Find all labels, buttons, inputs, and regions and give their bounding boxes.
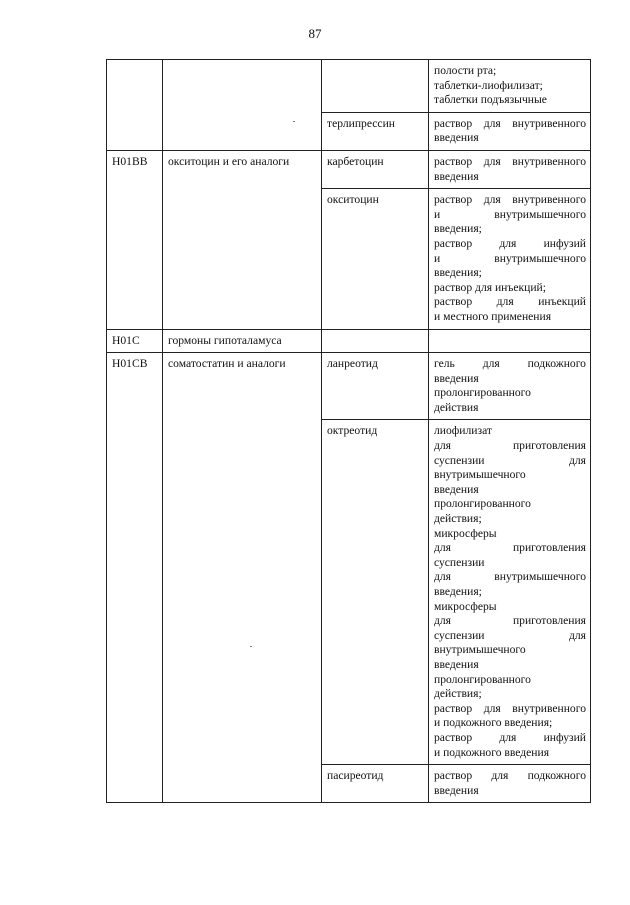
form-line: суспензии [434, 555, 485, 569]
form-word: для [483, 154, 501, 168]
form-line [434, 117, 586, 132]
form-line: действия [434, 400, 479, 414]
form-word: для [483, 116, 501, 130]
form-line: внутримышечного [434, 643, 526, 657]
form-line [434, 769, 586, 784]
drug-name-cell [322, 60, 429, 113]
drug-name-cell: карбетоцин [322, 150, 429, 188]
form-line: введения [434, 482, 479, 496]
form-line: таблетки подъязычные [434, 93, 547, 107]
form-line: введения [434, 169, 479, 183]
form-line: лиофилизат [434, 424, 492, 438]
form-line [434, 237, 586, 252]
form-word: инфузий [543, 236, 586, 250]
drug-name-cell: окситоцин [322, 189, 429, 329]
form-word: для [568, 628, 586, 642]
form-line [434, 295, 586, 310]
dosage-forms-cell [429, 112, 591, 150]
form-word: раствор [434, 154, 473, 168]
form-line: таблетки-лиофилизат; [434, 78, 543, 92]
form-word: внутримышечного [494, 570, 586, 584]
group-name-cell: соматостатин и аналоги [163, 353, 322, 803]
form-line: полости рта; [434, 64, 497, 77]
drug-name-cell: терлипрессин [322, 112, 429, 150]
form-line: введения; [434, 585, 482, 598]
form-line: раствор для инъекций; [434, 280, 546, 294]
form-line: и подкожного введения [434, 745, 550, 759]
form-word: и [434, 251, 441, 265]
form-line: пролонгированного [434, 386, 531, 400]
atc-code-cell [107, 60, 163, 151]
form-word: подкожного [527, 357, 586, 371]
form-word: приготовления [512, 541, 586, 555]
drug-table [106, 59, 591, 803]
form-word: суспензии [434, 453, 485, 467]
atc-code-cell: H01BB [107, 150, 163, 329]
form-line [434, 454, 586, 469]
form-word: для [483, 701, 501, 715]
drug-name-cell [322, 329, 429, 353]
dosage-forms-cell [429, 765, 591, 803]
form-word: для [434, 570, 452, 584]
form-word: внутримышечного [494, 251, 586, 265]
dosage-forms-cell [429, 189, 591, 329]
form-line: введения; [434, 266, 482, 280]
scan-speck [293, 121, 295, 122]
form-word: раствор [434, 236, 473, 250]
form-line: введения [434, 371, 479, 385]
page-number: 87 [308, 26, 322, 41]
form-word: внутривенного [512, 116, 586, 130]
table-row [107, 150, 591, 188]
form-word: для [482, 357, 500, 371]
group-name-cell [163, 60, 322, 151]
form-word: внутривенного [512, 701, 586, 715]
form-line [434, 439, 586, 454]
table-row [107, 329, 591, 353]
form-line [434, 541, 586, 556]
form-line: и подкожного введения; [434, 716, 553, 730]
form-word: инъекций [538, 295, 586, 309]
form-word: инфузий [543, 730, 586, 744]
form-word: для [491, 769, 509, 783]
form-word: раствор [434, 116, 473, 130]
form-line: и местного применения [434, 309, 552, 323]
form-word: раствор [434, 295, 473, 309]
table-row [107, 60, 591, 113]
form-line [434, 155, 586, 170]
form-line [434, 629, 586, 644]
atc-code-cell: H01C [107, 329, 163, 353]
group-name-cell: окситоцин и его аналоги [163, 150, 322, 329]
form-word: раствор [434, 193, 473, 207]
form-line [434, 208, 586, 223]
form-word: для [434, 614, 452, 628]
form-line: введения [434, 783, 479, 797]
form-word: гель [434, 357, 455, 371]
form-line: пролонгированного [434, 672, 531, 686]
dosage-forms-cell [429, 420, 591, 765]
form-word: для [483, 193, 501, 207]
form-line [434, 614, 586, 629]
form-word: приготовления [512, 439, 586, 453]
drug-name-cell: октреотид [322, 420, 429, 765]
form-line: внутримышечного [434, 468, 526, 482]
form-word: суспензии [434, 628, 485, 642]
drug-name-cell: ланреотид [322, 353, 429, 420]
form-word: приготовления [512, 614, 586, 628]
group-name-cell: гормоны гипоталамуса [163, 329, 322, 353]
form-word: для [434, 439, 452, 453]
form-line [434, 252, 586, 267]
form-word: для [496, 295, 514, 309]
form-line [434, 357, 586, 372]
form-line: введения [434, 131, 479, 145]
form-word: и [434, 207, 441, 221]
dosage-forms-cell [429, 60, 591, 113]
form-line [434, 193, 586, 208]
dosage-forms-cell [429, 353, 591, 420]
form-word: подкожного [527, 769, 586, 783]
form-word: для [499, 730, 517, 744]
form-line: введения; [434, 222, 482, 236]
form-word: для [568, 453, 586, 467]
form-line: пролонгированного [434, 497, 531, 511]
form-word: раствор [434, 769, 473, 783]
dosage-forms-cell [429, 150, 591, 188]
form-line [434, 731, 586, 746]
form-word: внутримышечного [494, 207, 586, 221]
form-line [434, 702, 586, 717]
dosage-forms-cell [429, 329, 591, 353]
form-word: для [499, 236, 517, 250]
drug-name-cell: пасиреотид [322, 765, 429, 803]
atc-code-cell: H01CB [107, 353, 163, 803]
form-word: внутривенного [512, 193, 586, 207]
form-line: действия; [434, 687, 482, 701]
form-word: для [434, 541, 452, 555]
scan-speck [250, 646, 252, 647]
form-line: действия; [434, 512, 482, 526]
form-word: раствор [434, 701, 473, 715]
form-line: микросферы [434, 526, 497, 540]
form-line: микросферы [434, 599, 497, 613]
form-word: внутривенного [512, 154, 586, 168]
form-line: введения [434, 657, 479, 671]
form-word: раствор [434, 730, 473, 744]
table-row [107, 353, 591, 420]
form-line [434, 570, 586, 585]
